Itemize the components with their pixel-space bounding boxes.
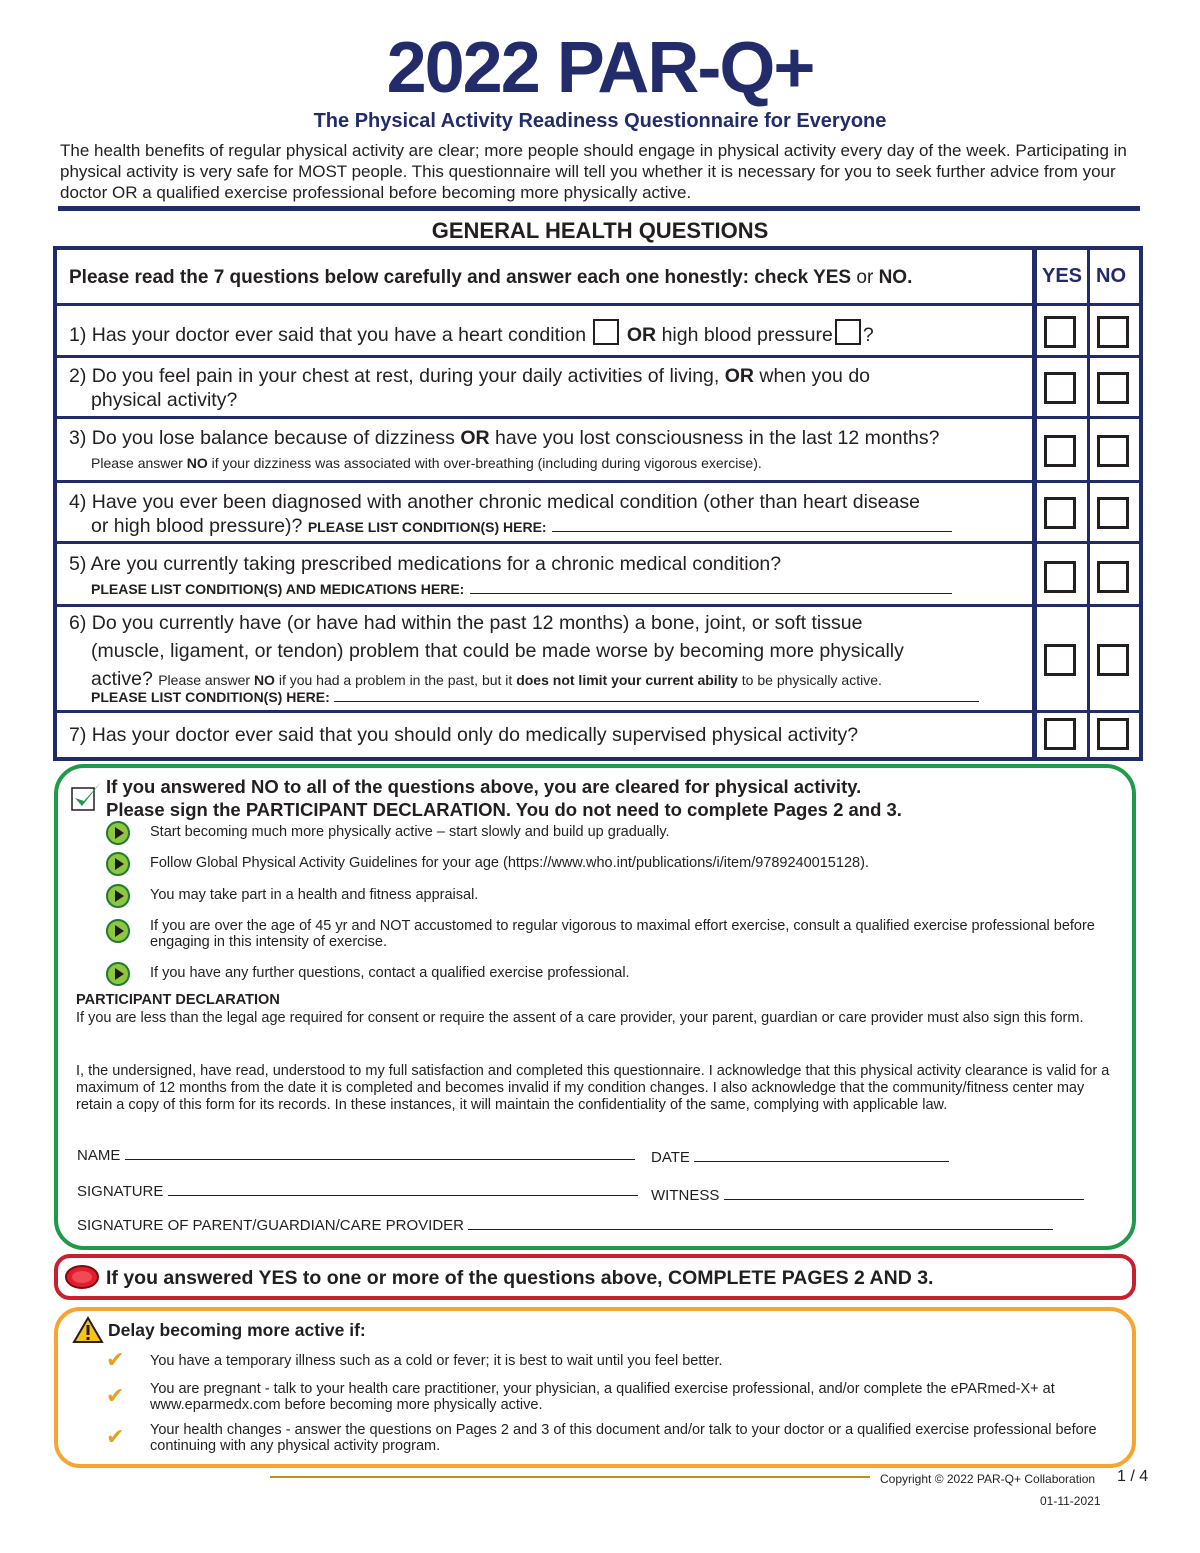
play-icon: [106, 852, 130, 876]
warning-icon: [72, 1316, 104, 1344]
table-instruction: Please read the 7 questions below carefully and answer each one honestly: check YES or NO.: [69, 267, 913, 288]
checkmark-icon: ✔: [106, 1347, 125, 1372]
cleared-bullet-4: If you are over the age of 45 yr and NOT accustomed to regular vigorous to maximal effort exercise, consult a qualified exercise professional before engaging in this intensity of exercise.: [150, 918, 1095, 950]
witness-field[interactable]: [724, 1199, 1084, 1200]
parent-signature-field[interactable]: [468, 1229, 1053, 1230]
delay-item-3: Your health changes - answer the questions on Pages 2 and 3 of this document and/or talk to your doctor or a qualified exercise professional before continuing with any physical activity program.: [150, 1422, 1097, 1454]
q4-no-checkbox[interactable]: [1097, 497, 1129, 529]
q3-no-checkbox[interactable]: [1097, 435, 1129, 467]
witness-line: WITNESS: [651, 1187, 1084, 1204]
date-line: DATE: [651, 1149, 949, 1166]
page-number: 1 / 4: [1117, 1468, 1149, 1485]
delay-item-1: You have a temporary illness such as a cold or fever; it is best to wait until you feel better.: [150, 1353, 723, 1369]
question-5-text: 5) Are you currently taking prescribed medications for a chronic medical condition? PLEASE LIST CONDITION(S) AND MEDICATIONS HERE:: [69, 552, 1029, 601]
question-7-text: 7) Has your doctor ever said that you should only do medically supervised physical activity?: [69, 724, 859, 746]
footer-rule: [270, 1476, 870, 1478]
question-row-6: [57, 607, 1139, 713]
question-row-1: [57, 306, 1139, 358]
q4-yes-checkbox[interactable]: [1044, 497, 1076, 529]
play-icon: [106, 919, 130, 943]
copyright: Copyright © 2022 PAR-Q+ Collaboration: [880, 1472, 1096, 1486]
delay-item-2: You are pregnant - talk to your health care practitioner, your physician, a qualified exercise professional, and/or complete the ePARmed-X+ at www.eparmedx.com before becoming more physically active.: [150, 1381, 1055, 1413]
declaration-paragraph-1: If you are less than the legal age required for consent or require the assent of a care provider, your parent, guardian or care provider must also sign this form.: [76, 1010, 1084, 1026]
question-4-text: 4) Have you ever been diagnosed with another chronic medical condition (other than heart disease or high blood pressure)? PLEASE LIST CONDITION(S) HERE:: [69, 490, 1029, 539]
question-row-3: [57, 419, 1139, 483]
q5-no-checkbox[interactable]: [1097, 561, 1129, 593]
q7-yes-checkbox[interactable]: [1044, 718, 1076, 750]
q2-yes-checkbox[interactable]: [1044, 372, 1076, 404]
play-icon: [106, 884, 130, 908]
delay-title: Delay becoming more active if:: [108, 1320, 366, 1340]
green-check-icon: [70, 780, 104, 812]
question-3-text: 3) Do you lose balance because of dizziness OR have you lost consciousness in the last 12 months? Please answer NO if your dizziness was associated with over-breathing (including during vigorous exercise).: [69, 427, 940, 471]
q2-no-checkbox[interactable]: [1097, 372, 1129, 404]
q6-conditions-field[interactable]: [334, 701, 979, 702]
q5-medications-field[interactable]: [470, 593, 952, 594]
q4-conditions-field[interactable]: [552, 531, 952, 532]
page-subtitle: The Physical Activity Readiness Questionnaire for Everyone: [313, 110, 887, 132]
cleared-line-2: Please sign the PARTICIPANT DECLARATION. You do not need to complete Pages 2 and 3.: [106, 799, 902, 820]
checkmark-icon: ✔: [106, 1424, 125, 1449]
yes-notice-text: If you answered YES to one or more of the questions above, COMPLETE PAGES 2 AND 3.: [106, 1267, 934, 1289]
heart-condition-checkbox[interactable]: [593, 319, 619, 345]
q1-no-checkbox[interactable]: [1097, 316, 1129, 348]
q1-yes-checkbox[interactable]: [1044, 316, 1076, 348]
name-field[interactable]: [125, 1159, 635, 1160]
stop-icon: [64, 1264, 100, 1290]
intro-paragraph: The health benefits of regular physical activity are clear; more people should engage in physical activity every day of the week. Participating in physical activity is very safe for MOST people. This questionnaire will tell you whether it is necessary for you to seek further advice from your doctor OR a qualified exercise professional before becoming more physically active.: [60, 141, 1127, 202]
cleared-bullet-2: Follow Global Physical Activity Guidelines for your age (https://www.who.int/publications/i/item/9789240015128).: [150, 855, 869, 871]
q7-no-checkbox[interactable]: [1097, 718, 1129, 750]
play-icon: [106, 821, 130, 845]
checkmark-icon: ✔: [106, 1383, 125, 1408]
question-1-text: 1) Has your doctor ever said that you have a heart condition OR high blood pressure ?: [69, 319, 1029, 347]
q5-yes-checkbox[interactable]: [1044, 561, 1076, 593]
question-6-text: 6) Do you currently have (or have had within the past 12 months) a bone, joint, or soft tissue (muscle, ligament, or tendon) problem that could be made worse by becoming more physically active? Please answer NO if you had a problem in the past, but it does not limit your current ability to be physically active.: [69, 612, 904, 690]
declaration-title: PARTICIPANT DECLARATION: [76, 992, 280, 1008]
cleared-line-1: If you answered NO to all of the questions above, you are cleared for physical activity.: [106, 776, 862, 797]
q6-list-line: PLEASE LIST CONDITION(S) HERE:: [91, 689, 979, 707]
question-row-4: [57, 483, 1139, 544]
parent-signature-line: SIGNATURE OF PARENT/GUARDIAN/CARE PROVIDER: [77, 1217, 1053, 1234]
header-divider: [58, 206, 1140, 211]
yes-column-label: YES: [1042, 265, 1083, 287]
page-title: 2022 PAR-Q+: [386, 28, 814, 108]
question-row-2: [57, 358, 1139, 419]
section-title: GENERAL HEALTH QUESTIONS: [431, 218, 769, 243]
no-column-label: NO: [1096, 265, 1126, 287]
play-icon: [106, 962, 130, 986]
q3-yes-checkbox[interactable]: [1044, 435, 1076, 467]
cleared-bullet-3: You may take part in a health and fitness appraisal.: [150, 887, 479, 903]
q6-yes-checkbox[interactable]: [1044, 644, 1076, 676]
date-field[interactable]: [694, 1161, 949, 1162]
question-2-text: 2) Do you feel pain in your chest at rest, during your daily activities of living, OR when you do physical activity?: [69, 365, 871, 411]
cleared-bullet-5: If you have any further questions, contact a qualified exercise professional.: [150, 965, 630, 981]
cleared-bullet-1: Start becoming much more physically active – start slowly and build up gradually.: [150, 824, 670, 840]
signature-line: SIGNATURE: [77, 1183, 638, 1200]
declaration-paragraph-2: I, the undersigned, have read, understood to my full satisfaction and completed this questionnaire. I acknowledge that this physical activity clearance is valid for a maximum of 12 months from the date it is completed and becomes invalid if my condition changes. I also acknowledge that the community/fitness center may retain a copy of this form for its records. In these instances, it will maintain the confidentiality of the same, complying with applicable law.: [76, 1063, 1110, 1113]
signature-field[interactable]: [168, 1195, 638, 1196]
revision-date: 01-11-2021: [1040, 1494, 1101, 1508]
question-row-7: [57, 713, 1139, 757]
q6-no-checkbox[interactable]: [1097, 644, 1129, 676]
name-line: NAME: [77, 1147, 635, 1164]
blood-pressure-checkbox[interactable]: [835, 319, 861, 345]
question-row-5: [57, 544, 1139, 607]
table-header-row: [57, 250, 1139, 306]
